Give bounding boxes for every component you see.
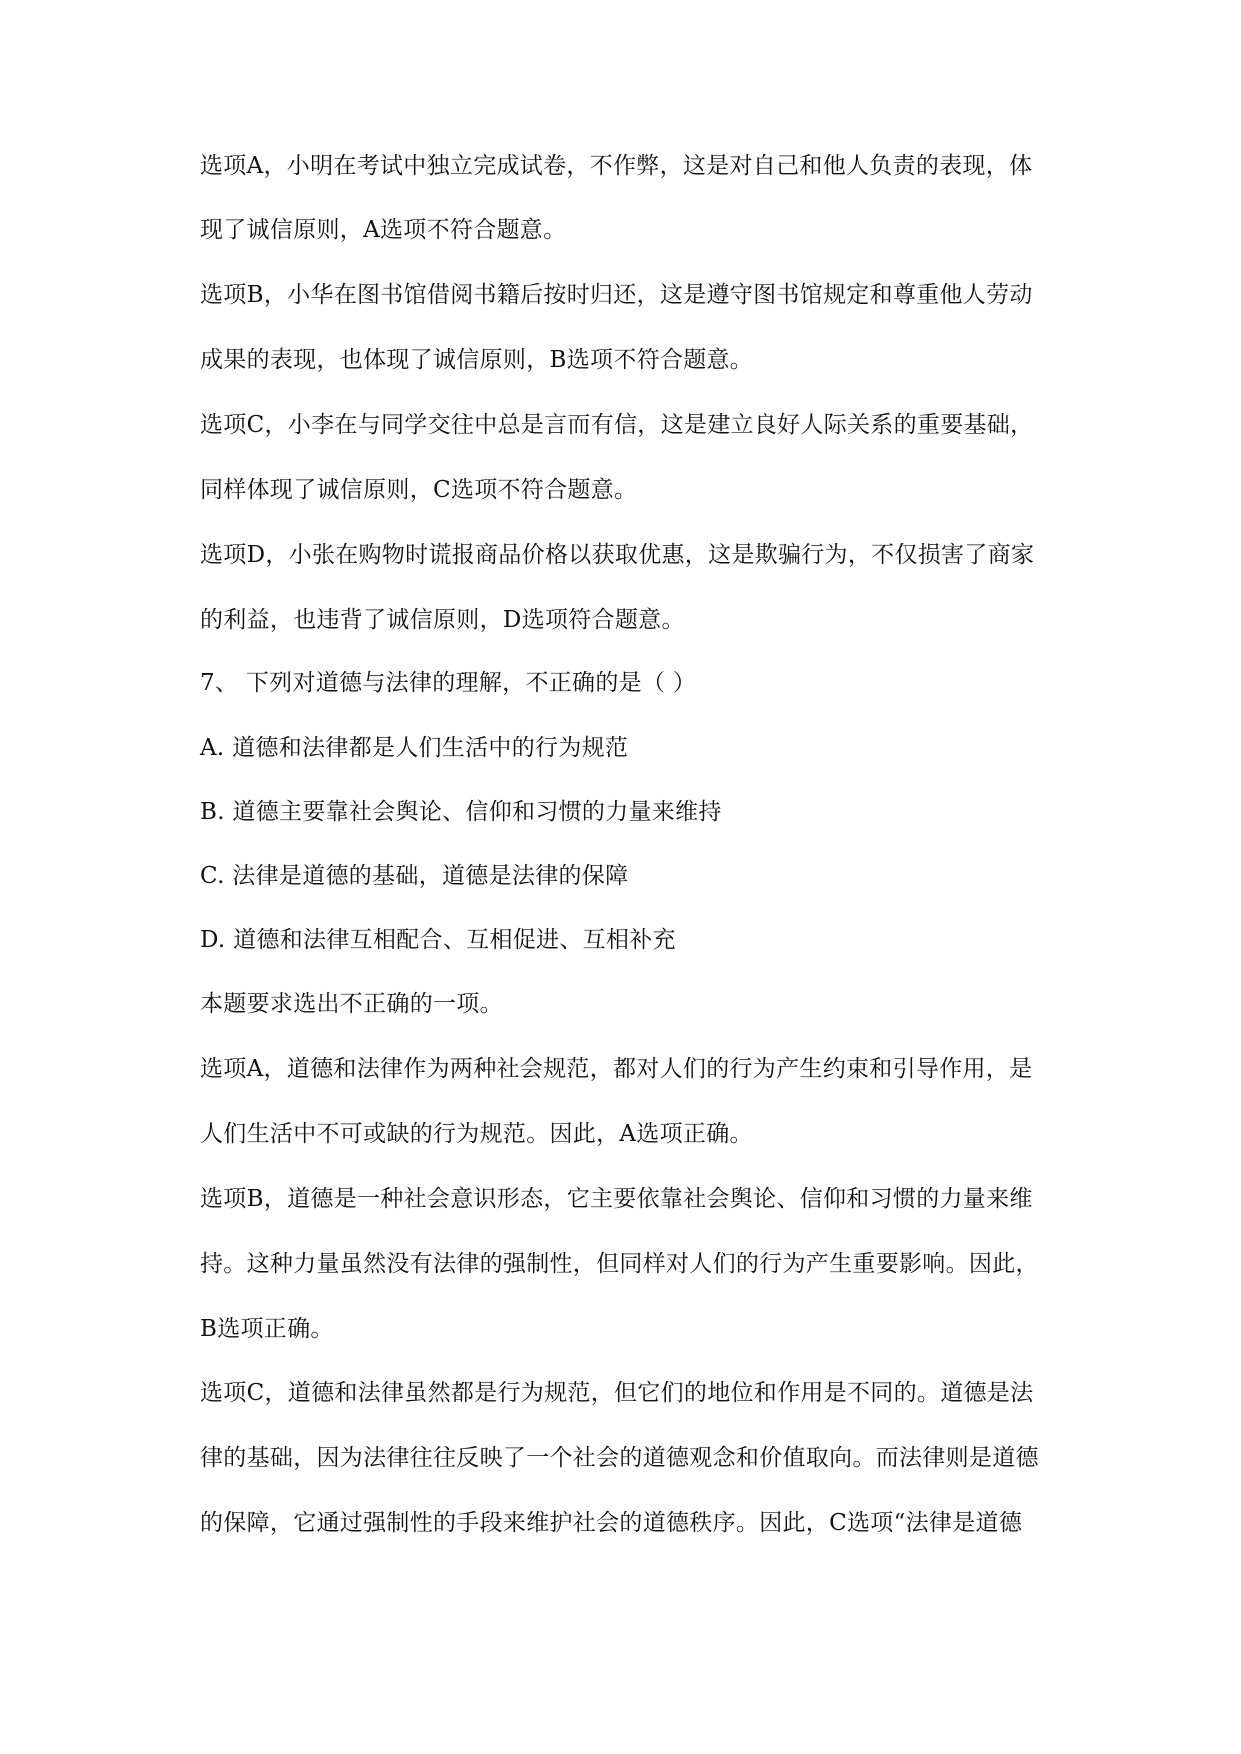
text-line: 持。这种力量虽然没有法律的强制性，但同样对人们的行为产生重要影响。因此， <box>200 1251 1039 1277</box>
text-line: 选项D，小张在购物时谎报商品价格以获取优惠，这是欺骗行为，不仅损害了商家 <box>200 542 1035 568</box>
text-line: 选项A，小明在考试中独立完成试卷，不作弊，这是对自己和他人负责的表现，体 <box>200 153 1033 179</box>
text-line: 选项B，道德是一种社会意识形态，它主要依靠社会舆论、信仰和习惯的力量来维 <box>200 1186 1033 1212</box>
text-line: 律的基础，因为法律往往反映了一个社会的道德观念和价值取向。而法律则是道德 <box>200 1445 1039 1471</box>
text-line: 现了诚信原则，A选项不符合题意。 <box>200 217 567 243</box>
text-line: 选项B，小华在图书馆借阅书籍后按时归还，这是遵守图书馆规定和尊重他人劳动 <box>200 282 1033 308</box>
text-line: 选项C，小李在与同学交往中总是言而有信，这是建立良好人际关系的重要基础， <box>200 412 1034 438</box>
option-d: D. 道德和法律互相配合、互相促进、互相补充 <box>200 927 676 953</box>
text-line: 本题要求选出不正确的一项。 <box>200 991 503 1017</box>
option-a: A. 道德和法律都是人们生活中的行为规范 <box>200 735 629 761</box>
text-line: 同样体现了诚信原则，C选项不符合题意。 <box>200 477 638 503</box>
option-b: B. 道德主要靠社会舆论、信仰和习惯的力量来维持 <box>200 799 722 825</box>
text-line: 的保障，它通过强制性的手段来维护社会的道德秩序。因此，C选项“法律是道德 <box>200 1510 1023 1536</box>
option-c: C. 法律是道德的基础，道德是法律的保障 <box>200 863 629 889</box>
text-line: 选项C，道德和法律虽然都是行为规范，但它们的地位和作用是不同的。道德是法 <box>200 1380 1034 1406</box>
text-line: 选项A，道德和法律作为两种社会规范，都对人们的行为产生约束和引导作用，是 <box>200 1056 1033 1082</box>
text-line: 成果的表现，也体现了诚信原则，B选项不符合题意。 <box>200 347 754 373</box>
text-line: 的利益，也违背了诚信原则，D选项符合题意。 <box>200 607 685 633</box>
text-line: B选项正确。 <box>200 1316 334 1342</box>
question-stem: 7、 下列对道德与法律的理解，不正确的是（ ） <box>200 670 697 696</box>
text-line: 人们生活中不可或缺的行为规范。因此，A选项正确。 <box>200 1121 753 1147</box>
